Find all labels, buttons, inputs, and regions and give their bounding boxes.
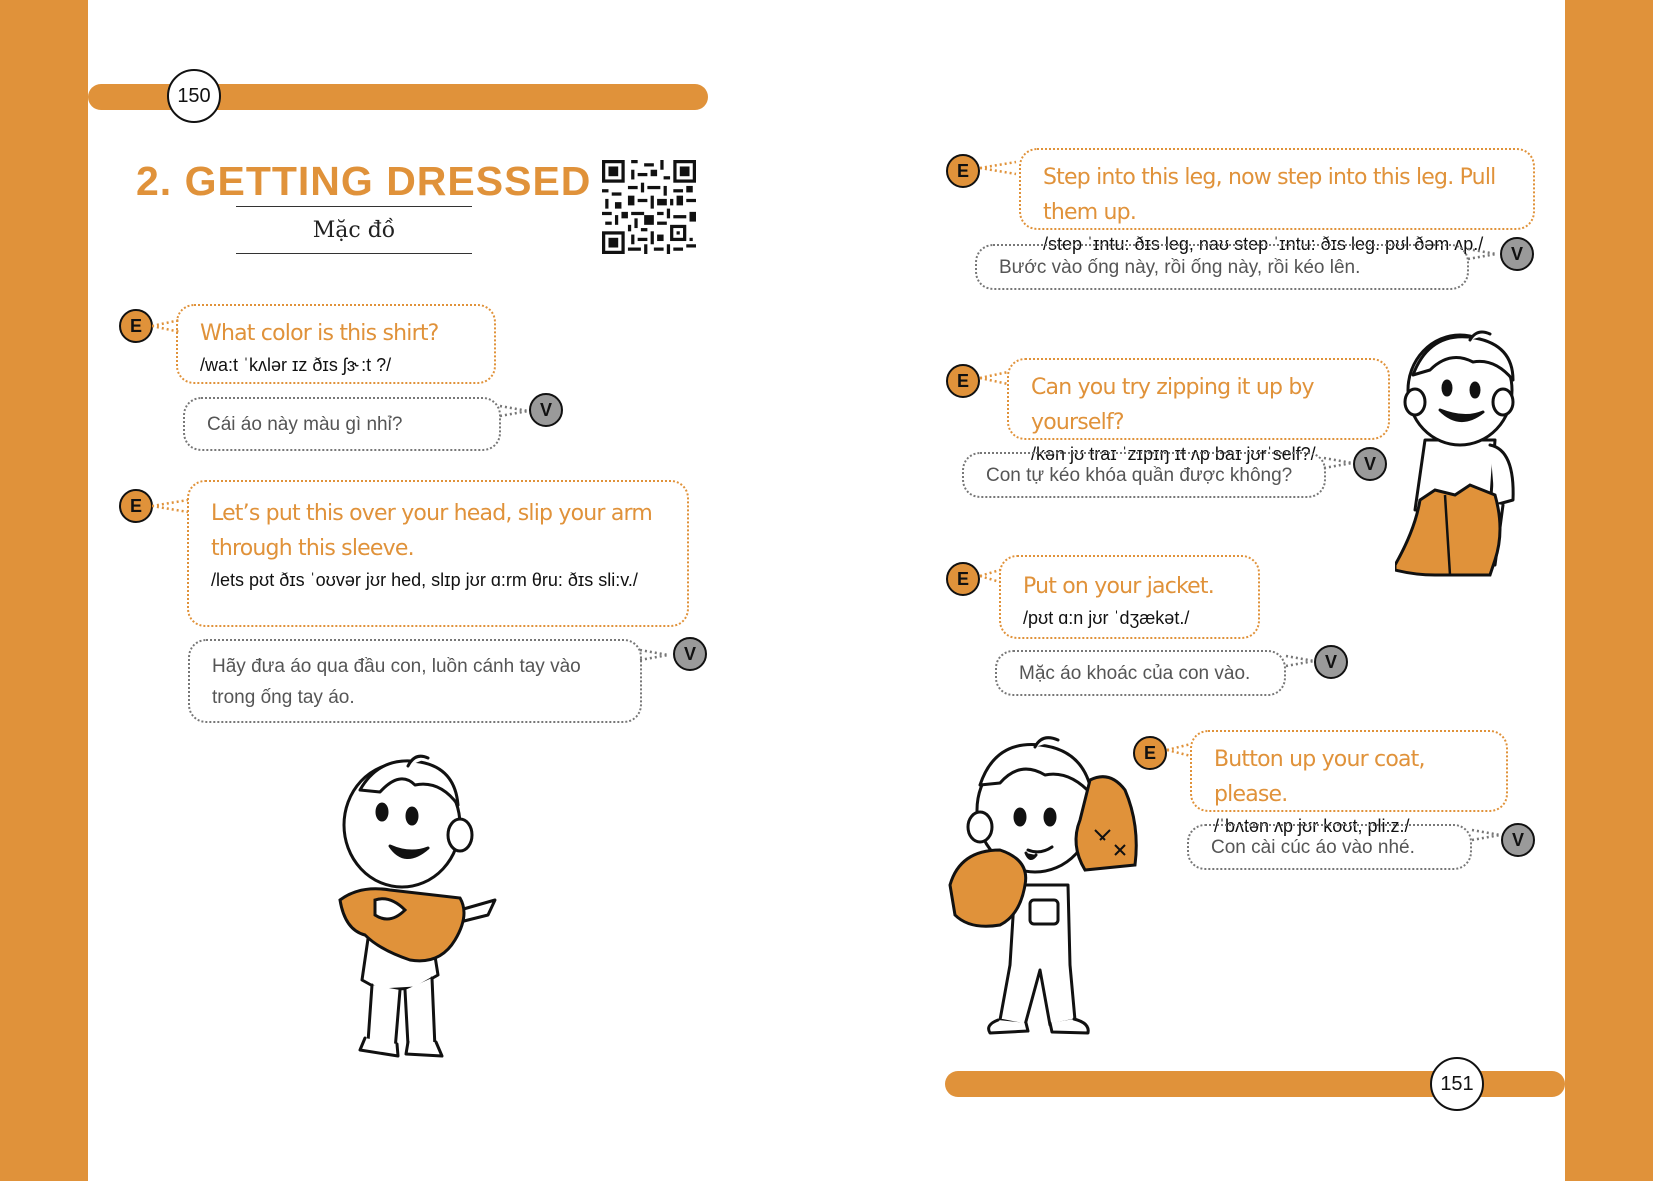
page-number-right: 151 bbox=[1430, 1057, 1484, 1111]
english-bubble bbox=[999, 555, 1260, 639]
english-bubble bbox=[187, 480, 689, 627]
vietnamese-badge: V bbox=[1353, 447, 1387, 481]
vietnamese-badge: V bbox=[673, 637, 707, 671]
english-bubble bbox=[176, 304, 496, 384]
vietnamese-translation: Cái áo này màu gì nhỉ? bbox=[207, 414, 403, 435]
left-page-edge bbox=[0, 0, 88, 1181]
bubble-tail bbox=[1322, 454, 1354, 472]
vietnamese-badge: V bbox=[529, 393, 563, 427]
english-phrase: Let’s put this over your head, slip your arm through this sleeve. bbox=[211, 501, 653, 561]
ipa-transcription: /ˈbʌtən ʌp jʊr koʊt, pli:z./ bbox=[1214, 816, 1410, 836]
vietnamese-bubble bbox=[1187, 824, 1472, 870]
english-phrase: Step into this leg, now step into this leg. Pull them up. bbox=[1043, 165, 1496, 225]
english-badge: E bbox=[1133, 736, 1167, 770]
qr-code-icon[interactable] bbox=[602, 160, 696, 254]
bubble-tail bbox=[978, 368, 1010, 388]
english-badge: E bbox=[946, 154, 980, 188]
vietnamese-badge: V bbox=[1501, 823, 1535, 857]
bubble-tail bbox=[1466, 245, 1498, 263]
bubble-tail bbox=[1470, 826, 1502, 844]
english-bubble bbox=[1019, 148, 1535, 254]
vietnamese-bubble bbox=[975, 244, 1469, 290]
english-badge: E bbox=[119, 489, 153, 523]
vietnamese-bubble bbox=[188, 639, 642, 723]
bubble-tail bbox=[150, 496, 190, 516]
vietnamese-badge: V bbox=[1314, 645, 1348, 679]
ipa-transcription: /lets pʊt ðɪs ˈoʊvər jʊr hed, slɪp jʊr ɑ:rm θru: ðɪs sli:v./ bbox=[211, 570, 638, 590]
english-bubble bbox=[1190, 730, 1508, 836]
ipa-transcription: /wa:t ˈkʌlər ɪz ðɪs ʃɜ˞:t ?/ bbox=[200, 355, 392, 375]
page-title: 2. GETTING DRESSED bbox=[136, 158, 592, 204]
english-phrase: What color is this shirt? bbox=[200, 321, 439, 346]
vietnamese-bubble bbox=[183, 397, 501, 451]
ipa-transcription: /pʊt ɑ:n jʊr ˈdʒækət./ bbox=[1023, 608, 1190, 628]
english-phrase: Can you try zipping it up by yourself? bbox=[1031, 375, 1314, 435]
vietnamese-translation: Con tự kéo khóa quần được không? bbox=[986, 465, 1293, 486]
boy-with-jacket-illustration bbox=[940, 735, 1150, 1035]
english-phrase: Put on your jacket. bbox=[1023, 574, 1214, 599]
english-phrase: Button up your coat, please. bbox=[1214, 747, 1425, 807]
boy-zipping-pants-illustration bbox=[1395, 330, 1535, 580]
ipa-transcription: /kən jʊ traɪ ˈzɪpɪŋ ɪt ʌp baɪ jʊrˈself?/ bbox=[1031, 444, 1316, 464]
bubble-tail bbox=[1284, 652, 1316, 670]
vietnamese-translation: Bước vào ống này, rồi ống này, rồi kéo lên. bbox=[999, 257, 1361, 278]
vietnamese-translation: Con cài cúc áo vào nhé. bbox=[1211, 837, 1415, 858]
right-page-edge bbox=[1565, 0, 1653, 1181]
vietnamese-badge: V bbox=[1500, 237, 1534, 271]
ipa-transcription: /step ˈɪntu: ðɪs leg, naʊ step ˈɪntu: ðɪs leg. pʊl ðəm ʌp./ bbox=[1043, 234, 1484, 254]
vietnamese-translation: Mặc áo khoác của con vào. bbox=[1019, 663, 1251, 684]
boy-putting-on-shirt-illustration bbox=[320, 750, 520, 1070]
english-badge: E bbox=[119, 309, 153, 343]
english-badge: E bbox=[946, 364, 980, 398]
bubble-tail bbox=[978, 158, 1018, 178]
bubble-tail bbox=[638, 646, 670, 664]
page-subtitle: Mặc đồ bbox=[236, 206, 472, 254]
bubble-tail bbox=[498, 402, 530, 420]
vietnamese-translation: Hãy đưa áo qua đầu con, luồn cánh tay vào trong ống tay áo. bbox=[212, 656, 581, 708]
english-bubble bbox=[1007, 358, 1390, 464]
vietnamese-bubble bbox=[995, 650, 1286, 696]
vietnamese-bubble bbox=[962, 452, 1326, 498]
english-badge: E bbox=[946, 562, 980, 596]
bubble-tail bbox=[1165, 740, 1193, 760]
page-number-left: 150 bbox=[167, 69, 221, 123]
